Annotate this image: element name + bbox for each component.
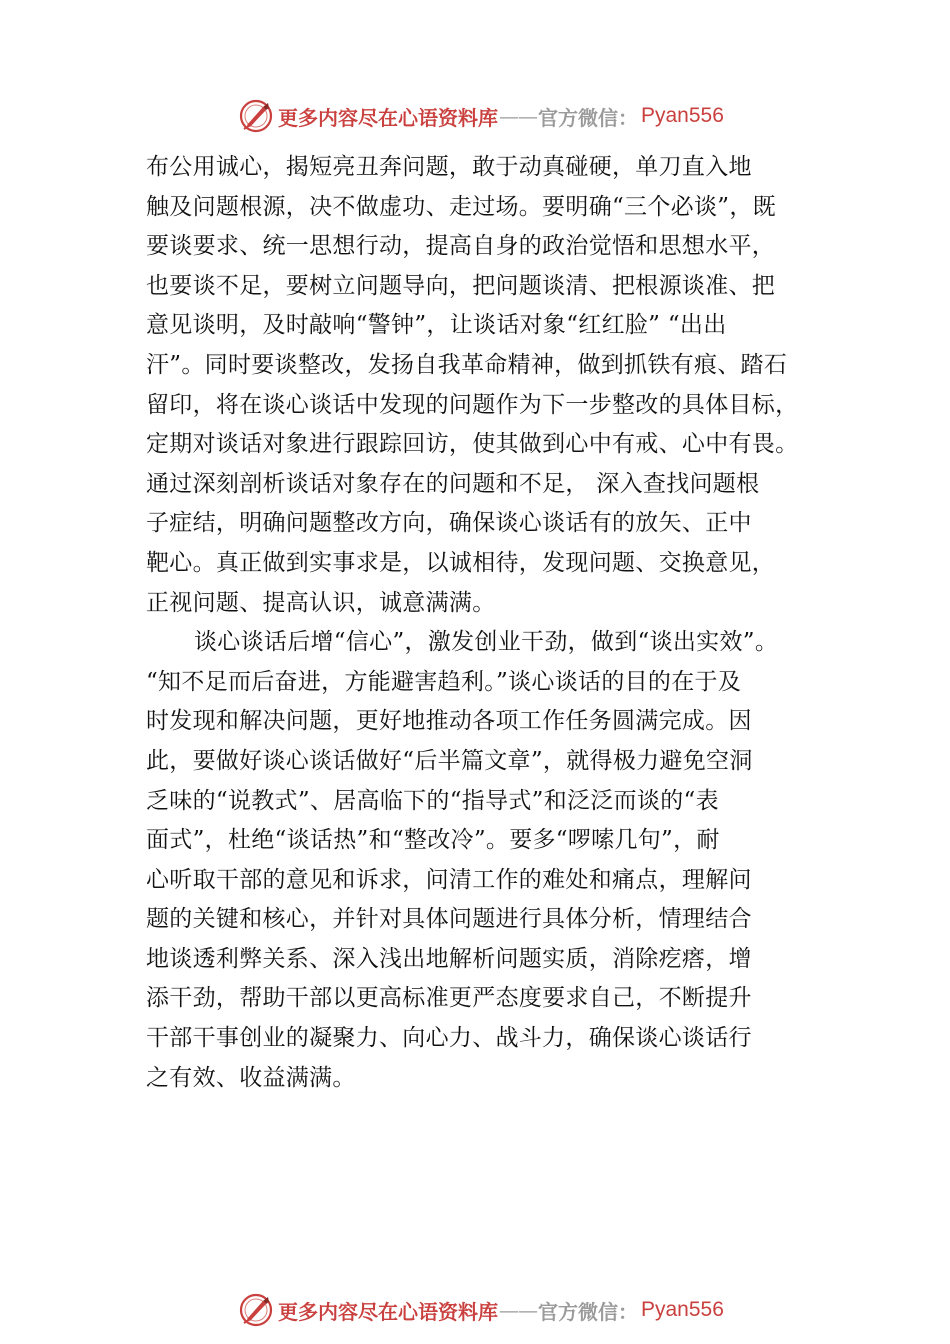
text-line: 时发现和解决问题，更好地推动各项工作任务圆满完成。因 — [146, 708, 752, 735]
text-line: 乏味的“说教式”、居高临下的“指导式”和泛泛而谈的“表 — [146, 787, 719, 814]
text-line: 意见谈明，及时敲响“警钟”，让谈话对象“红红脸” “出出 — [146, 312, 727, 339]
text-line: 也要谈不足，要树立问题导向，把问题谈清、把根源谈准、把 — [146, 272, 776, 299]
text-line: 地谈透利弊关系、深入浅出地解析问题实质，消除疙瘩，增 — [146, 945, 752, 972]
text-line: 留印，将在谈心谈话中发现的问题作为下一步整改的具体目标， — [146, 391, 799, 418]
text-line: 题的关键和核心，并针对具体问题进行具体分析，情理结合 — [146, 906, 752, 933]
watermark-wechat-id: Pyan556 — [641, 104, 724, 127]
text-line: 心听取干部的意见和诉求，问清工作的难处和痛点，理解问 — [146, 866, 752, 893]
text-line: 布公用诚心，揭短亮丑奔问题，敢于动真碰硬，单刀直入地 — [146, 154, 752, 180]
text-line: 定期对谈话对象进行跟踪回访，使其做到心中有戒、心中有畏。 — [146, 431, 799, 458]
text-line: 添干劲，帮助干部以更高标准更严态度要求自己，不断提升 — [146, 985, 752, 1012]
text-line: 子症结，明确问题整改方向，确保谈心谈话有的放矢、正中 — [146, 510, 752, 537]
text-line: 靶心。真正做到实事求是，以诚相待，发现问题、交换意见， — [146, 549, 776, 576]
text-line: 要谈要求、统一思想行动，提高自身的政治觉悟和思想水平， — [146, 233, 776, 260]
text-line: 之有效、收益满满。 — [146, 1064, 356, 1091]
watermark-label: 官方微信： — [538, 105, 638, 130]
text-line: 正视问题、提高认识，诚意满满。 — [146, 589, 496, 616]
document-body — [146, 148, 846, 1098]
text-line: “知不足而后奋进，方能避害趋利。”谈心谈话的目的在于及 — [146, 668, 742, 695]
footer-watermark — [238, 1290, 724, 1330]
paragraph-start-line: 谈心谈话后增“信心”，激发创业干劲，做到“谈出实效”。 — [194, 629, 779, 656]
watermark-text: 更多内容尽在心语资料库 — [278, 1299, 498, 1324]
watermark-label: 官方微信： — [538, 1299, 638, 1324]
text-line: 汗”。同时要谈整改，发扬自我革命精神，做到抓铁有痕、踏石 — [146, 351, 788, 378]
quill-pen-seal-icon — [238, 98, 274, 134]
text-line: 触及问题根源，决不做虚功、走过场。要明确“三个必谈”，既 — [146, 193, 776, 220]
watermark-wechat-id: Pyan556 — [641, 1298, 724, 1321]
watermark-dash: —— — [499, 1298, 537, 1322]
text-line: 此，要做好谈心谈话做好“后半篇文章”，就得极力避免空洞 — [146, 747, 753, 774]
watermark-text: 更多内容尽在心语资料库 — [278, 105, 498, 130]
text-line: 面式”，杜绝“谈话热”和“整改冷”。要多“啰嗦几句”，耐 — [146, 827, 720, 854]
text-line: 通过深刻剖析谈话对象存在的问题和不足， 深入查找问题根 — [146, 470, 760, 497]
quill-pen-seal-icon — [238, 1292, 274, 1328]
text-line: 干部干事创业的凝聚力、向心力、战斗力，确保谈心谈话行 — [146, 1025, 752, 1052]
watermark-dash: —— — [499, 104, 537, 128]
header-watermark — [238, 96, 724, 136]
